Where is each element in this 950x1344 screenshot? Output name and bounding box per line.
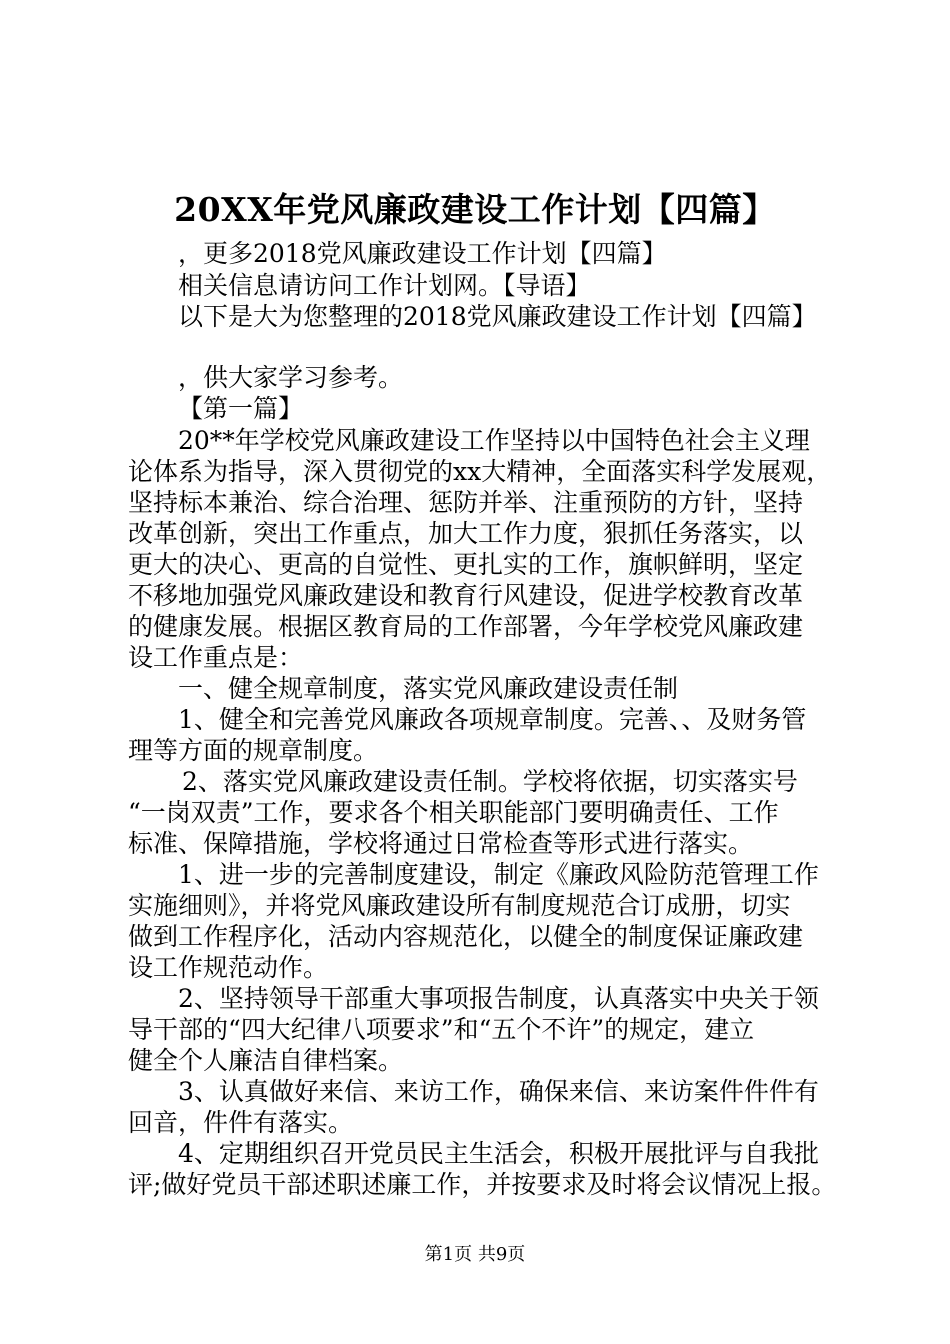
- body-line: 理等方面的规章制度。: [128, 736, 379, 765]
- body-line: 评;做好党员干部述职述廉工作，并按要求及时将会议情况上报。: [128, 1170, 837, 1199]
- page-number: 第1页 共9页: [424, 1244, 526, 1265]
- document-title: 20XX年党风廉政建设工作计划【四篇】: [174, 190, 776, 229]
- body-line: “一岗双责”工作，要求各个相关职能部门要明确责任、工作: [128, 798, 779, 827]
- body-line: 设工作重点是：: [128, 643, 304, 672]
- body-line: 坚持标本兼治、综合治理、惩防并举、注重预防的方针，坚持: [128, 488, 804, 517]
- body-line: 更大的决心、更高的自觉性、更扎实的工作，旗帜鲜明，坚定: [128, 550, 804, 579]
- body-line: 不移地加强党风廉政建设和教育行风建设，促进学校教育改革: [128, 581, 804, 610]
- body-line: 1、健全和完善党风廉政各项规章制度。完善、、及财务管: [178, 705, 807, 734]
- body-line: 导干部的“四大纪律八项要求”和“五个不许”的规定，建立: [128, 1015, 755, 1044]
- intro-line: ，供大家学习参考。: [178, 363, 404, 392]
- subsection-heading: 一、健全规章制度，落实党风廉政建设责任制: [178, 674, 679, 703]
- body-line: 改革创新，突出工作重点，加大工作力度，狠抓任务落实，以: [128, 519, 804, 548]
- body-line: 20**年学校党风廉政建设工作坚持以中国特色社会主义理: [178, 426, 810, 455]
- section-heading: 【第一篇】: [178, 394, 304, 423]
- body-line: 4、定期组织召开党员民主生活会，积极开展批评与自我批: [178, 1139, 819, 1168]
- intro-line: 以下是大为您整理的2018党风廉政建设工作计划【四篇】: [178, 302, 817, 331]
- body-line: 的健康发展。根据区教育局的工作部署，今年学校党风廉政建: [128, 612, 804, 641]
- body-line: 健全个人廉洁自律档案。: [128, 1046, 404, 1075]
- body-line: 标准、保障措施，学校将通过日常检查等形式进行落实。: [128, 829, 754, 858]
- body-line: 做到工作程序化，活动内容规范化，以健全的制度保证廉政建: [128, 922, 804, 951]
- body-line: 实施细则》，并将党风廉政建设所有制度规范合订成册，切实: [128, 891, 791, 920]
- intro-line: ，更多2018党风廉政建设工作计划【四篇】: [178, 239, 667, 268]
- intro-line: 相关信息请访问工作计划网。【导语】: [178, 271, 591, 300]
- body-line: 2、坚持领导干部重大事项报告制度，认真落实中央关于领: [178, 984, 819, 1013]
- body-line: 论体系为指导，深入贯彻党的xx大精神，全面落实科学发展观，: [128, 457, 832, 486]
- body-line: 3、认真做好来信、来访工作，确保来信、来访案件件件有: [178, 1077, 819, 1106]
- body-line: 设工作规范动作。: [128, 953, 329, 982]
- body-line: 1、进一步的完善制度建设，制定《廉政风险防范管理工作: [178, 860, 819, 889]
- body-line: 2、落实党风廉政建设责任制。学校将依据，切实落实号: [182, 767, 798, 796]
- body-line: 回音，件件有落实。: [128, 1108, 354, 1137]
